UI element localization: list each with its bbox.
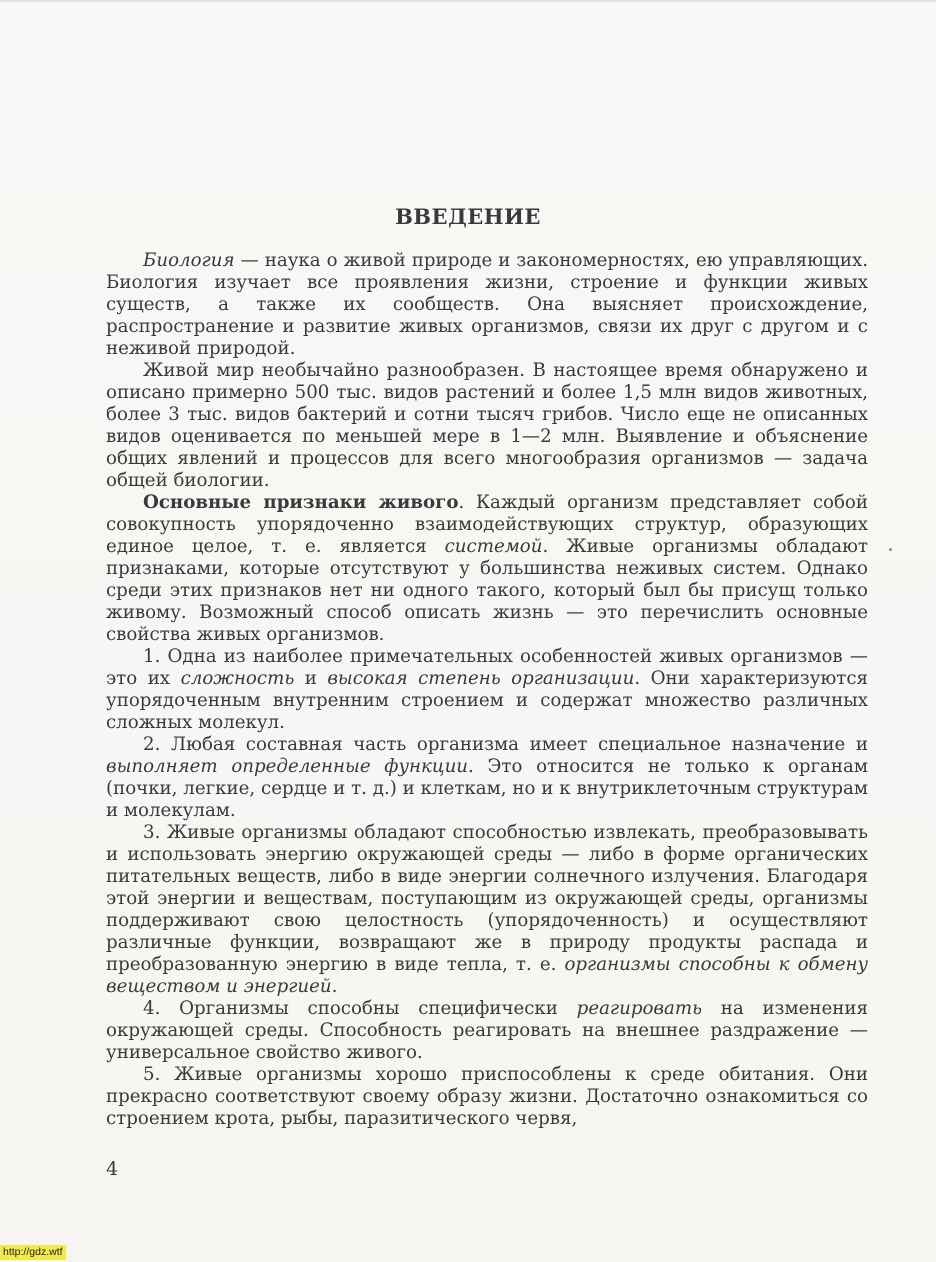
page-top-edge xyxy=(0,0,936,2)
text-run: и xyxy=(294,668,328,689)
text-run: . Каждый организм представляет собой совокупность упорядоченно взаимодействующих структур, образующих единое целое, т. е. является xyxy=(106,492,868,557)
italic-text: высокая степень организации xyxy=(327,668,635,689)
text-run: 5. Живые организмы хорошо приспособлены к среде обитания. Они прекрасно соответствуют своему образу жизни. Достаточно ознакомиться со строением крота, рыбы, паразитического червя, xyxy=(106,1064,868,1129)
text-run: . Это относится не только к органам (почки, легкие, сердце и т. д.) и клеткам, но и к внутриклеточным структурам и молекулам. xyxy=(106,756,868,821)
text-run: — наука о живой природе и закономерностях, ею управляющих. Биология изучает все проявления жизни, строение и функции живых существ, а также их сообществ. Она выясняет происхождение, распространение и развитие живых организмов, связи их друг с другом и с неживой природой. xyxy=(106,250,868,359)
text-run: 2. Любая составная часть организма имеет специальное назначение и xyxy=(143,734,868,755)
italic-text: Биология xyxy=(143,250,235,271)
paragraph xyxy=(106,492,868,646)
scan-speck xyxy=(889,548,892,551)
text-run: . xyxy=(331,976,338,997)
paragraph xyxy=(106,250,868,360)
paragraph xyxy=(106,734,868,822)
paragraph xyxy=(106,822,868,998)
chapter-title: ВВЕДЕНИЕ xyxy=(395,204,541,229)
paragraph xyxy=(106,646,868,734)
text-run: 1. Одна из наиболее примечательных особенностей живых организмов — это их xyxy=(106,646,868,689)
text-run: . Живые организмы обладают признаками, которые отсутствуют у большинства неживых систем. Однако среди этих признаков нет ни одного такого, который был бы присущ только живому. Возможный способ описать жизнь — это перечислить основные свойства живых организмов. xyxy=(106,536,868,645)
italic-text: организмы способны к обмену веществом и энергией xyxy=(106,954,868,997)
paragraph xyxy=(106,998,868,1064)
italic-text: реагировать xyxy=(576,998,702,1019)
text-run: на изменения окружающей среды. Способность реагировать на внешнее раздражение — универсальное свойство живого. xyxy=(106,998,868,1063)
text-run: 3. Живые организмы обладают способностью извлекать, преобразовывать и использовать энергию окружающей среды — либо в форме органических питательных веществ, либо в виде энергии солнечного излучения. Благодаря этой энергии и веществам, поступающим из окружающей среды, организмы поддерживают свою целостность (упорядоченность) и осуществляют различные функции, возвращают же в природу продукты распада и преобразованную энергию в виде тепла, т. е. xyxy=(106,822,868,975)
watermark-link[interactable]: http://gdz.wtf xyxy=(0,1245,66,1260)
italic-text: системой xyxy=(444,536,543,557)
italic-text: выполняет определенные функции xyxy=(106,756,469,777)
italic-text: сложность xyxy=(180,668,295,689)
text-run: . Они характеризуются упорядоченным внутренним строением и содержат множество различных сложных молекул. xyxy=(106,668,868,733)
text-run: 4. Организмы способны специфически xyxy=(143,998,577,1019)
bold-text: Основные признаки живого xyxy=(143,492,459,513)
body-text xyxy=(106,250,868,1130)
paragraph xyxy=(106,1064,868,1130)
page-number: 4 xyxy=(106,1158,119,1180)
text-run: Живой мир необычайно разнообразен. В настоящее время обнаружено и описано примерно 500 тыс. видов растений и более 1,5 млн видов животных, более 3 тыс. видов бактерий и сотни тысяч грибов. Число еще не описанных видов оценивается по меньшей мере в 1—2 млн. Выявление и объяснение общих явлений и процессов для всего многообразия организмов — задача общей биологии. xyxy=(106,360,868,491)
paragraph xyxy=(106,360,868,492)
